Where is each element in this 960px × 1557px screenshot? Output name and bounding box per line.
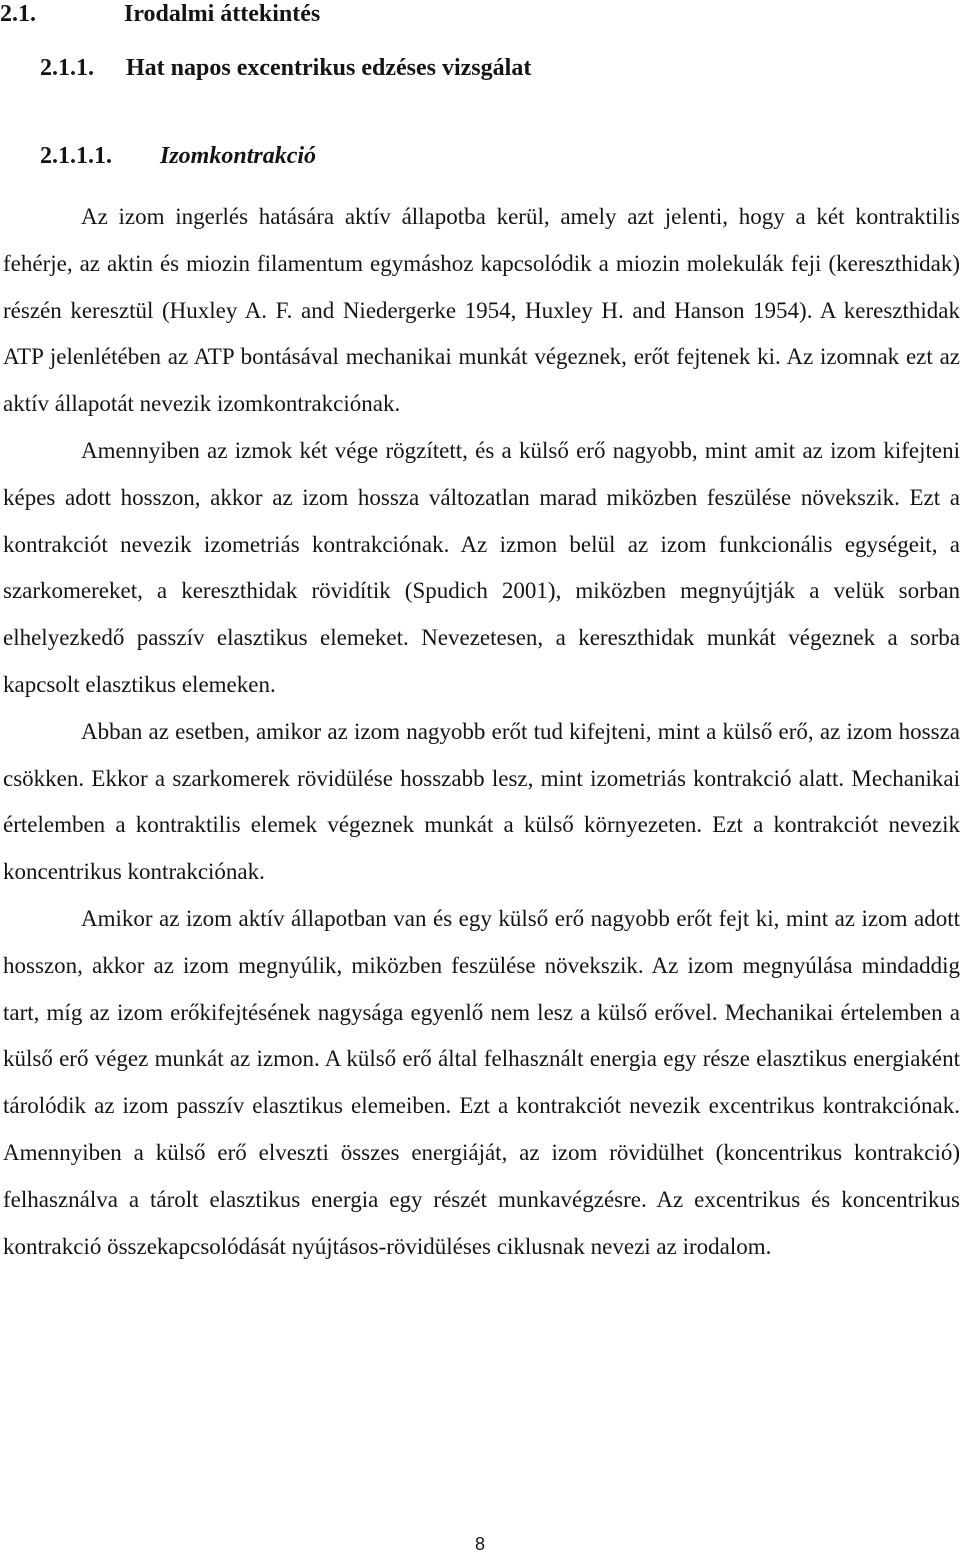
subsection-title: Hat napos excentrikus edzéses vizsgálat <box>126 55 532 81</box>
section-number: 2.1. <box>0 1 36 27</box>
paragraph: Abban az esetben, amikor az izom nagyobb erőt tud kifejteni, mint a külső erő, az izom hossza csökken. Ekkor a szarkomerek rövidülése hosszabb lesz, mint izometriás kontrakció alatt. Mechanikai értelemben a kontraktilis elemek végeznek munkát a külső környezeten. Ezt a kontrakciót nevezik koncentrikus kontrakciónak. <box>3 718 960 885</box>
subsection-heading <box>40 54 531 82</box>
subsection-number: 2.1.1. <box>40 55 94 81</box>
subsubsection-title: Izomkontrakció <box>160 143 317 169</box>
subsubsection-number: 2.1.1.1. <box>40 143 112 169</box>
paragraph: Amikor az izom aktív állapotban van és egy külső erő nagyobb erőt fejt ki, mint az izom adott hosszon, akkor az izom megnyúlik, miközben feszülése növekszik. Az izom megnyúlása mindaddig tart, míg az izom erőkifejtésének nagysága egyenlő nem lesz a külső erővel. Mechanikai értelemben a külső erő végez munkát az izmon. A külső erő által felhasznált energia egy része elasztikus energiaként tárolódik az izom passzív elasztikus elemeiben. Ezt a kontrakciót nevezik excentrikus kontrakciónak. Amennyiben a külső erő elveszti összes energiáját, az izom rövidülhet (koncentrikus kontrakció) felhasználva a tárolt elasztikus energia egy részét munkavégzésre. Az excentrikus és koncentrikus kontrakció összekapcsolódását nyújtásos-rövidüléses ciklusnak nevezi az irodalom. <box>3 905 960 1259</box>
section-heading <box>0 0 320 28</box>
subsubsection-heading <box>40 142 316 170</box>
body-text <box>3 194 960 1270</box>
section-title: Irodalmi áttekintés <box>124 1 321 27</box>
page-number: 8 <box>474 1534 485 1554</box>
paragraph: Amennyiben az izmok két vége rögzített, és a külső erő nagyobb, mint amit az izom kifejteni képes adott hosszon, akkor az izom hossza változatlan marad miközben feszülése növekszik. Ezt a kontrakciót nevezik izometriás kontrakciónak. Az izmon belül az izom funkcionális egységeit, a szarkomereket, a kereszthidak rövidítik (Spudich 2001), miközben megnyújtják a velük sorban elhelyezkedő passzív elasztikus elemeket. Nevezetesen, a kereszthidak munkát végeznek a sorba kapcsolt elasztikus elemeken. <box>3 437 960 697</box>
paragraph: Az izom ingerlés hatására aktív állapotba kerül, amely azt jelenti, hogy a két kontraktilis fehérje, az aktin és miozin filamentum egymáshoz kapcsolódik a miozin molekulák feji (kereszthidak) részén keresztül (Huxley A. F. and Niedergerke 1954, Huxley H. and Hanson 1954). A kereszthidak ATP jelenlétében az ATP bontásával mechanikai munkát végeznek, erőt fejtenek ki. Az izomnak ezt az aktív állapotát nevezik izomkontrakciónak. <box>3 204 960 417</box>
